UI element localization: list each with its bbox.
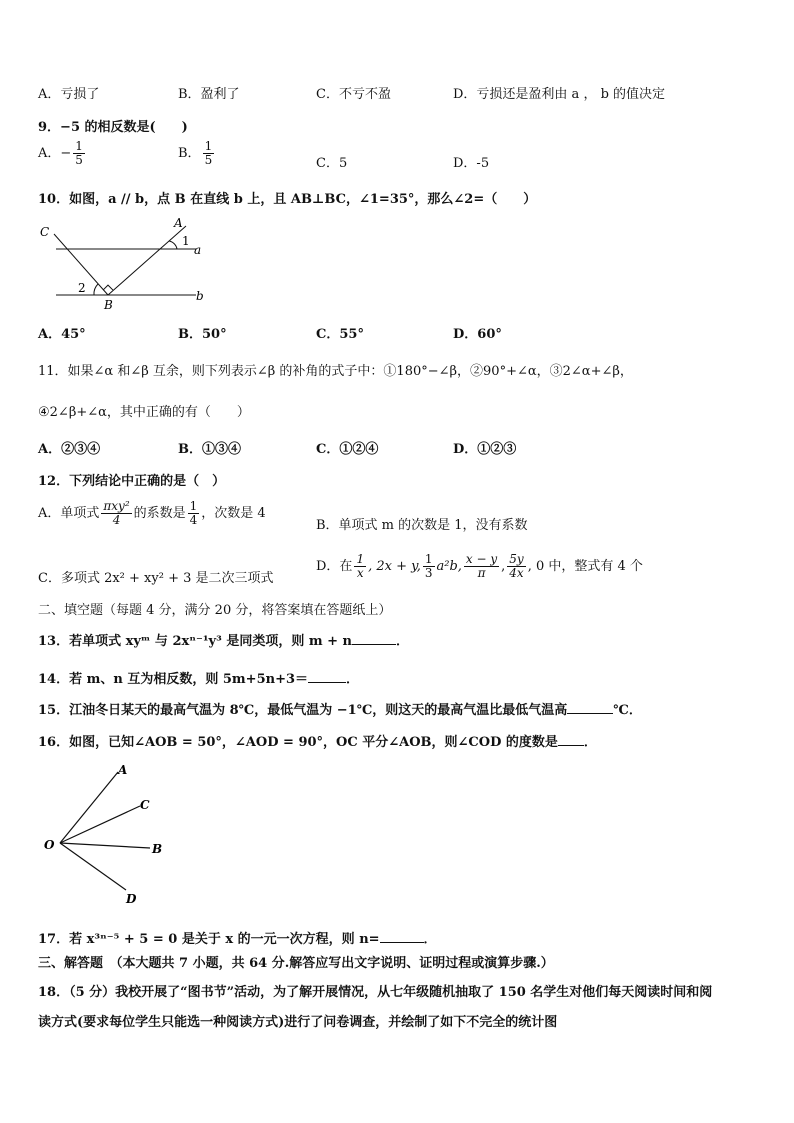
q9-option-a: A．− $\frac{1}{5}$ [38,139,83,167]
label-a-point: A [174,216,183,230]
label-b-point: B [104,298,113,312]
q14: 14．若 m、n 互为相反数，则 5m+5n+3＝ ． [38,672,360,687]
q13-answer-blank[interactable] [352,632,396,645]
label-b: B [152,842,163,856]
ray-od [60,843,126,890]
q18-line1: 18．（5 分）我校开展了“图书节”活动，为了解开展情况，从七年级随机抽取了 150 名学生对他们每天阅读时间和阅 [38,985,713,1000]
label-a: A [118,763,128,777]
q17-answer-blank[interactable] [380,930,424,943]
angle-1-arc [169,241,177,249]
section-2-heading: 二、填空题（每题 4 分，满分 20 分，将答案填在答题纸上） [38,603,392,618]
ray-ob [60,843,150,848]
q10-stem: 10．如图，a // b，点 B 在直线 b 上，且 AB⊥BC，∠1=35°，那么∠2=（ ） [38,192,537,207]
ray-oc [60,806,140,843]
label-line-b: b [196,289,204,303]
label-d: D [126,892,137,906]
q11-option-a: A．②③④ [38,442,101,457]
q12-stem: 12．下列结论中正确的是（ ） [38,474,226,489]
q10-option-b: B．50° [178,327,227,342]
label-line-a: a [194,243,202,257]
q12-option-c: C．多项式 2x² + xy² + 3 是二次三项式 [38,571,274,586]
q11-option-d: D．①②③ [453,442,517,457]
right-angle-mark [103,285,113,295]
label-o: O [44,838,55,852]
q9-option-d: D．-5 [453,156,490,171]
q10-option-c: C．55° [316,327,364,342]
label-c: C [40,225,50,239]
q12-option-d: D．在 $\frac{1}{x}$ , 2x + y, $\frac{1}{3}$ a²b, $\frac{x - y}{\pi}$ , $\frac{5y}{4x}$ , 0 中，整式有 4 个 [316,552,643,580]
q18-line2: 读方式(要求每位学生只能选一种阅读方式)进行了问卷调查，并绘制了如下不完全的统计图 [38,1015,558,1030]
q9-stem: 9．−5 的相反数是( ) [38,120,188,135]
q17: 17．若 x³ⁿ⁻⁵ + 5 = 0 是关于 x 的一元一次方程，则 n= ． [38,932,437,947]
q12-option-b: B．单项式 m 的次数是 1，没有系数 [316,518,528,533]
q8-option-b: B．盈利了 [178,87,240,102]
q8-option-d: D．亏损还是盈利由 a ， b 的值决定 [453,87,666,102]
label-c: C [140,798,150,812]
q14-answer-blank[interactable] [308,670,346,683]
q11-option-b: B．①③④ [178,442,241,457]
q10-option-a: A．45° [38,327,86,342]
ray-oa [60,772,118,843]
q10-option-d: D．60° [453,327,502,342]
q15: 15．江油冬日某天的最高气温为 8℃，最低气温为 −1℃，则这天的最高气温比最低气温高 ℃． [38,703,642,718]
q8-option-c: C．不亏不盈 [316,87,391,102]
q11-line1: 11．如果∠α 和∠β 互余，则下列表示∠β 的补角的式子中：①180°−∠β，②90°+∠α，③2∠α+∠β， [38,364,633,379]
section-3-heading: 三、解答题 （本大题共 7 小题，共 64 分.解答应写出文字说明、证明过程或演算步骤.） [38,956,554,971]
q8-option-a: A．亏损了 [38,87,100,102]
q16-figure [40,758,180,908]
segment-ab [108,226,186,295]
q12-option-a: A．单项式 $\frac{\text{πxy²}}{4}$ 的系数是 $\frac{1}{4}$ ，次数是 4 [38,499,266,527]
q9-option-b: B． $\frac{1}{5}$ [178,139,213,167]
q16: 16．如图，已知∠AOB = 50°，∠AOD = 90°，OC 平分∠AOB，则∠COD 的度数是 ． [38,735,597,750]
label-angle-2: 2 [78,281,86,295]
q11-line2: ④2∠β+∠α，其中正确的有（ ） [38,405,250,420]
q16-answer-blank[interactable] [558,733,584,746]
q15-answer-blank[interactable] [567,701,613,714]
q10-figure [36,212,216,312]
angle-2-arc [94,284,98,295]
q11-option-c: C．①②④ [316,442,379,457]
q13: 13．若单项式 xyᵐ 与 2xⁿ⁻¹y³ 是同类项，则 m + n ． [38,634,410,649]
label-angle-1: 1 [182,234,190,248]
q9-option-c: C．5 [316,156,348,171]
